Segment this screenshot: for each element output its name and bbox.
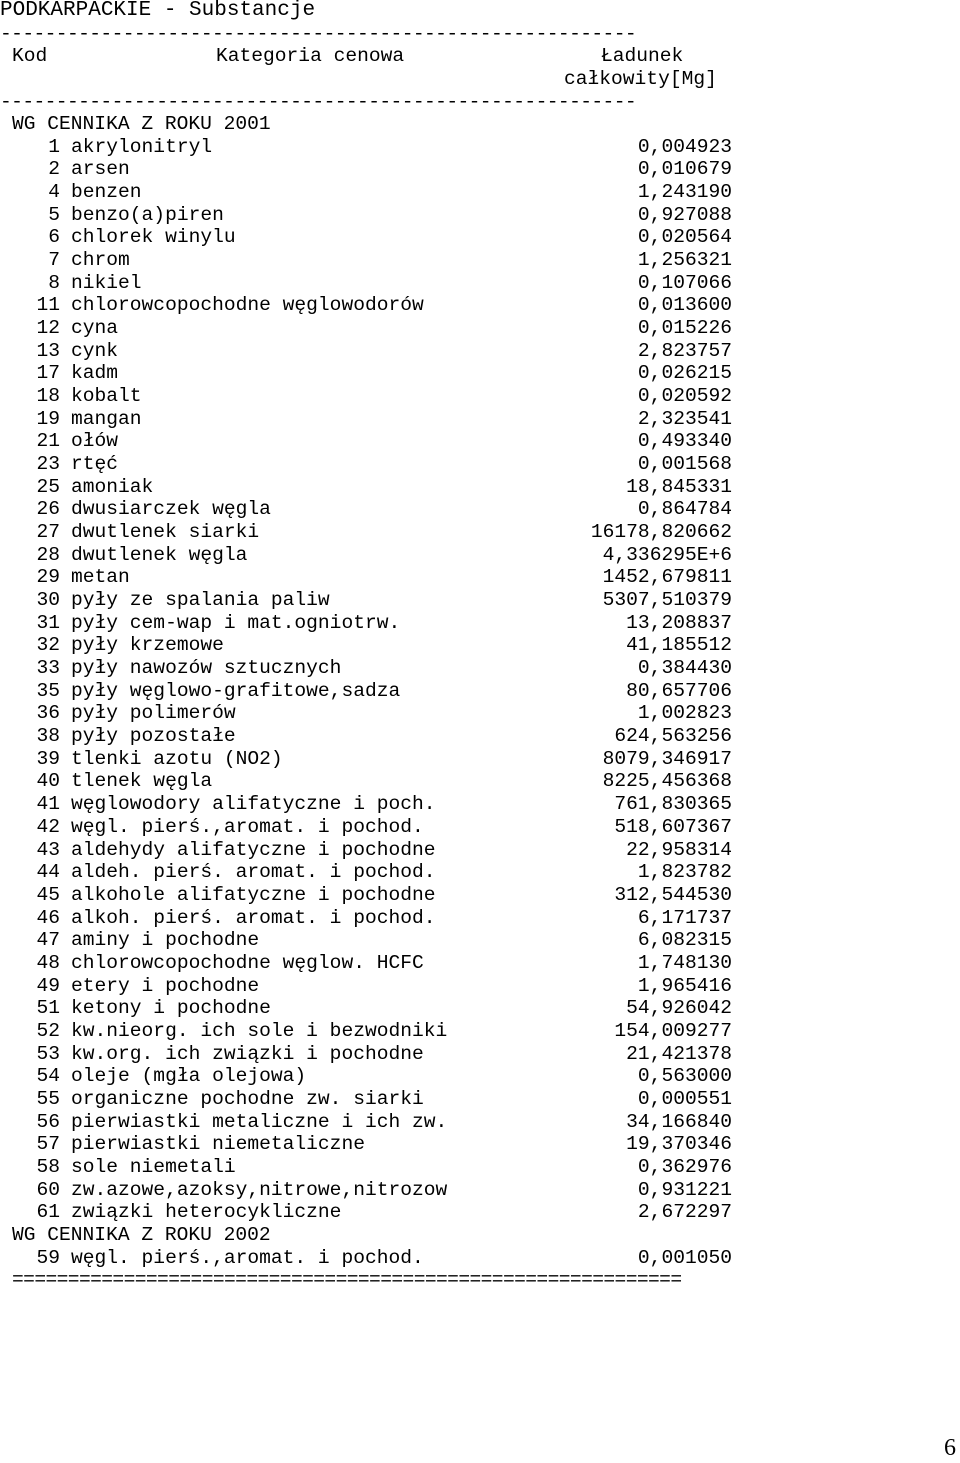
- table-row: [0, 181, 760, 204]
- table-row: [0, 362, 760, 385]
- row-ladunek-value: 5307,510379: [602, 589, 732, 612]
- table-row: [0, 1156, 760, 1179]
- row-kod: 52: [36, 1019, 60, 1042]
- table-row: [0, 907, 760, 930]
- row-substance-name: cyna: [71, 317, 119, 340]
- row-ladunek-value: 1,002823: [637, 702, 732, 725]
- row-ladunek-value: 2,323541: [637, 407, 732, 430]
- row-kod: 19: [36, 407, 60, 430]
- table-end-rule: ============================================================: [12, 1270, 682, 1290]
- row-substance-name: chrom: [71, 249, 130, 272]
- row-kod: 55: [36, 1087, 60, 1110]
- row-substance-name: sole niemetali: [71, 1155, 236, 1178]
- row-substance-name: akrylonitryl: [71, 135, 213, 158]
- row-substance-name: aldeh. pierś. aromat. i pochod.: [71, 861, 436, 884]
- table-row: [0, 1179, 760, 1202]
- row-substance-name: pyły cem-wap i mat.ogniotrw.: [71, 611, 401, 634]
- row-ladunek-value: 0,001050: [637, 1246, 732, 1269]
- row-substance-name: węgl. pierś.,aromat. i pochod.: [71, 1246, 424, 1269]
- row-kod: 41: [36, 793, 60, 816]
- table-row: [0, 408, 760, 431]
- table-row: [0, 476, 760, 499]
- row-kod: 4: [48, 181, 60, 204]
- row-kod: 32: [36, 634, 60, 657]
- row-ladunek-value: 0,362976: [637, 1155, 732, 1178]
- table-row: [0, 136, 760, 159]
- header-top-rule: ---------------------------------------------------------: [0, 24, 637, 44]
- row-kod: 56: [36, 1110, 60, 1133]
- row-substance-name: węglowodory alifatyczne i poch.: [71, 793, 436, 816]
- column-header-kod: Kod: [12, 45, 48, 67]
- substance-table: [0, 113, 760, 1269]
- row-ladunek-value: 34,166840: [626, 1110, 732, 1133]
- row-ladunek-value: 54,926042: [626, 997, 732, 1020]
- row-ladunek-value: 518,607367: [614, 815, 732, 838]
- table-row: [0, 249, 760, 272]
- table-row: [0, 1111, 760, 1134]
- table-row: [0, 498, 760, 521]
- row-substance-name: kobalt: [71, 385, 142, 408]
- row-kod: 42: [36, 815, 60, 838]
- row-substance-name: pyły ze spalania paliw: [71, 589, 330, 612]
- row-kod: 27: [36, 521, 60, 544]
- row-ladunek-value: 4,336295E+6: [602, 543, 732, 566]
- row-substance-name: węgl. pierś.,aromat. i pochod.: [71, 815, 424, 838]
- table-row: [0, 1133, 760, 1156]
- row-ladunek-value: 0,020592: [637, 385, 732, 408]
- row-kod: 8: [48, 271, 60, 294]
- column-header-kategoria: Kategoria cenowa: [216, 45, 405, 67]
- table-row: [0, 997, 760, 1020]
- row-substance-name: chlorowcopochodne węglowodorów: [71, 294, 424, 317]
- row-substance-name: dwutlenek siarki: [71, 521, 260, 544]
- row-ladunek-value: 0,020564: [637, 226, 732, 249]
- table-row: [0, 453, 760, 476]
- row-ladunek-value: 13,208837: [626, 611, 732, 634]
- table-row: [0, 158, 760, 181]
- row-kod: 6: [48, 226, 60, 249]
- row-kod: 2: [48, 158, 60, 181]
- row-substance-name: aldehydy alifatyczne i pochodne: [71, 838, 436, 861]
- row-ladunek-value: 2,823757: [637, 339, 732, 362]
- section-header: WG CENNIKA Z ROKU 2001: [12, 113, 271, 135]
- table-row: [0, 566, 760, 589]
- row-kod: 61: [36, 1201, 60, 1224]
- row-ladunek-value: 22,958314: [626, 838, 732, 861]
- table-row: [0, 1020, 760, 1043]
- row-ladunek-value: 0,010679: [637, 158, 732, 181]
- row-ladunek-value: 624,563256: [614, 725, 732, 748]
- row-ladunek-value: 1,823782: [637, 861, 732, 884]
- row-ladunek-value: 0,013600: [637, 294, 732, 317]
- row-ladunek-value: 21,421378: [626, 1042, 732, 1065]
- table-row: [0, 680, 760, 703]
- row-kod: 53: [36, 1042, 60, 1065]
- row-substance-name: ketony i pochodne: [71, 997, 271, 1020]
- page-title: PODKARPACKIE - Substancje: [0, 0, 316, 22]
- row-substance-name: tlenek węgla: [71, 770, 213, 793]
- table-row: [0, 589, 760, 612]
- row-ladunek-value: 0,001568: [637, 453, 732, 476]
- row-substance-name: pyły pozostałe: [71, 725, 236, 748]
- row-substance-name: kadm: [71, 362, 119, 385]
- table-row: [0, 430, 760, 453]
- table-row: [0, 272, 760, 295]
- row-kod: 47: [36, 929, 60, 952]
- row-ladunek-value: 154,009277: [614, 1019, 732, 1042]
- row-kod: 51: [36, 997, 60, 1020]
- row-substance-name: ołów: [71, 430, 119, 453]
- row-kod: 46: [36, 906, 60, 929]
- row-kod: 28: [36, 543, 60, 566]
- row-substance-name: rtęć: [71, 453, 119, 476]
- table-row: [0, 634, 760, 657]
- row-ladunek-value: 1,256321: [637, 249, 732, 272]
- table-row: [0, 952, 760, 975]
- row-ladunek-value: 761,830365: [614, 793, 732, 816]
- column-header-ladunek-line1: Ładunek: [601, 45, 684, 67]
- table-row: [0, 1088, 760, 1111]
- row-kod: 48: [36, 951, 60, 974]
- row-ladunek-value: 8225,456368: [602, 770, 732, 793]
- row-kod: 17: [36, 362, 60, 385]
- row-kod: 38: [36, 725, 60, 748]
- row-ladunek-value: 0,493340: [637, 430, 732, 453]
- column-header-ladunek-line2: całkowity[Mg]: [564, 68, 717, 90]
- table-row: [0, 204, 760, 227]
- row-kod: 18: [36, 385, 60, 408]
- row-substance-name: chlorek winylu: [71, 226, 236, 249]
- table-row: [0, 612, 760, 635]
- row-kod: 60: [36, 1178, 60, 1201]
- row-substance-name: nikiel: [71, 271, 142, 294]
- table-row: [0, 770, 760, 793]
- table-row: [0, 1043, 760, 1066]
- row-ladunek-value: 2,672297: [637, 1201, 732, 1224]
- table-row: [0, 340, 760, 363]
- row-kod: 39: [36, 747, 60, 770]
- row-substance-name: pyły nawozów sztucznych: [71, 657, 342, 680]
- row-ladunek-value: 1,965416: [637, 974, 732, 997]
- row-kod: 5: [48, 203, 60, 226]
- row-ladunek-value: 80,657706: [626, 679, 732, 702]
- table-row: [0, 929, 760, 952]
- row-kod: 43: [36, 838, 60, 861]
- row-substance-name: amoniak: [71, 475, 154, 498]
- row-kod: 54: [36, 1065, 60, 1088]
- row-ladunek-value: 0,107066: [637, 271, 732, 294]
- row-substance-name: dwutlenek węgla: [71, 543, 248, 566]
- row-kod: 26: [36, 498, 60, 521]
- table-row: [0, 1247, 760, 1270]
- row-ladunek-value: 0,026215: [637, 362, 732, 385]
- table-row: [0, 975, 760, 998]
- row-substance-name: dwusiarczek węgla: [71, 498, 271, 521]
- row-kod: 13: [36, 339, 60, 362]
- table-row: [0, 816, 760, 839]
- row-ladunek-value: 16178,820662: [590, 521, 732, 544]
- table-row: [0, 657, 760, 680]
- row-kod: 35: [36, 679, 60, 702]
- table-row: [0, 861, 760, 884]
- row-substance-name: alkohole alifatyczne i pochodne: [71, 883, 436, 906]
- row-substance-name: cynk: [71, 339, 119, 362]
- page-number: 6: [944, 1435, 956, 1461]
- table-row: [0, 1201, 760, 1224]
- row-ladunek-value: 8079,346917: [602, 747, 732, 770]
- table-row: [0, 884, 760, 907]
- row-kod: 44: [36, 861, 60, 884]
- table-row: [0, 544, 760, 567]
- row-substance-name: alkoh. pierś. aromat. i pochod.: [71, 906, 436, 929]
- table-row: [0, 226, 760, 249]
- row-ladunek-value: 0,015226: [637, 317, 732, 340]
- row-substance-name: oleje (mgła olejowa): [71, 1065, 307, 1088]
- row-kod: 1: [48, 135, 60, 158]
- row-ladunek-value: 0,927088: [637, 203, 732, 226]
- row-ladunek-value: 0,864784: [637, 498, 732, 521]
- row-ladunek-value: 41,185512: [626, 634, 732, 657]
- table-row: [0, 385, 760, 408]
- row-kod: 21: [36, 430, 60, 453]
- row-kod: 59: [36, 1246, 60, 1269]
- row-kod: 11: [36, 294, 60, 317]
- row-kod: 7: [48, 249, 60, 272]
- row-ladunek-value: 0,384430: [637, 657, 732, 680]
- row-substance-name: metan: [71, 566, 130, 589]
- table-row: [0, 839, 760, 862]
- row-ladunek-value: 1452,679811: [602, 566, 732, 589]
- table-row: [0, 725, 760, 748]
- row-ladunek-value: 6,082315: [637, 929, 732, 952]
- row-kod: 25: [36, 475, 60, 498]
- row-ladunek-value: 0,563000: [637, 1065, 732, 1088]
- table-row: [0, 702, 760, 725]
- row-substance-name: pyły krzemowe: [71, 634, 224, 657]
- row-kod: 49: [36, 974, 60, 997]
- row-kod: 36: [36, 702, 60, 725]
- row-substance-name: tlenki azotu (NO2): [71, 747, 283, 770]
- row-kod: 29: [36, 566, 60, 589]
- row-kod: 33: [36, 657, 60, 680]
- table-row: [0, 317, 760, 340]
- row-substance-name: organiczne pochodne zw. siarki: [71, 1087, 424, 1110]
- row-substance-name: kw.org. ich związki i pochodne: [71, 1042, 424, 1065]
- table-row: [0, 294, 760, 317]
- row-substance-name: benzen: [71, 181, 142, 204]
- row-kod: 57: [36, 1133, 60, 1156]
- row-kod: 45: [36, 883, 60, 906]
- header-bottom-rule: ---------------------------------------------------------: [0, 92, 637, 112]
- row-substance-name: związki heterocykliczne: [71, 1201, 342, 1224]
- row-substance-name: chlorowcopochodne węglow. HCFC: [71, 951, 424, 974]
- row-substance-name: pierwiastki niemetaliczne: [71, 1133, 365, 1156]
- row-kod: 31: [36, 611, 60, 634]
- row-ladunek-value: 19,370346: [626, 1133, 732, 1156]
- row-kod: 23: [36, 453, 60, 476]
- row-substance-name: kw.nieorg. ich sole i bezwodniki: [71, 1019, 448, 1042]
- section-header: WG CENNIKA Z ROKU 2002: [12, 1223, 271, 1246]
- row-substance-name: pyły węglowo-grafitowe,sadza: [71, 679, 401, 702]
- row-kod: 58: [36, 1155, 60, 1178]
- row-ladunek-value: 312,544530: [614, 883, 732, 906]
- row-substance-name: pyły polimerów: [71, 702, 236, 725]
- row-substance-name: aminy i pochodne: [71, 929, 260, 952]
- row-ladunek-value: 6,171737: [637, 906, 732, 929]
- row-kod: 12: [36, 317, 60, 340]
- row-kod: 40: [36, 770, 60, 793]
- row-ladunek-value: 18,845331: [626, 475, 732, 498]
- row-ladunek-value: 0,000551: [637, 1087, 732, 1110]
- row-ladunek-value: 1,748130: [637, 951, 732, 974]
- row-substance-name: pierwiastki metaliczne i ich zw.: [71, 1110, 448, 1133]
- row-substance-name: etery i pochodne: [71, 974, 260, 997]
- table-row: [0, 748, 760, 771]
- row-substance-name: benzo(a)piren: [71, 203, 224, 226]
- row-ladunek-value: 1,243190: [637, 181, 732, 204]
- table-row: [0, 793, 760, 816]
- row-ladunek-value: 0,931221: [637, 1178, 732, 1201]
- row-ladunek-value: 0,004923: [637, 135, 732, 158]
- row-substance-name: zw.azowe,azoksy,nitrowe,nitrozow: [71, 1178, 448, 1201]
- table-row: [0, 521, 760, 544]
- row-substance-name: mangan: [71, 407, 142, 430]
- table-row: [0, 1065, 760, 1088]
- row-kod: 30: [36, 589, 60, 612]
- row-substance-name: arsen: [71, 158, 130, 181]
